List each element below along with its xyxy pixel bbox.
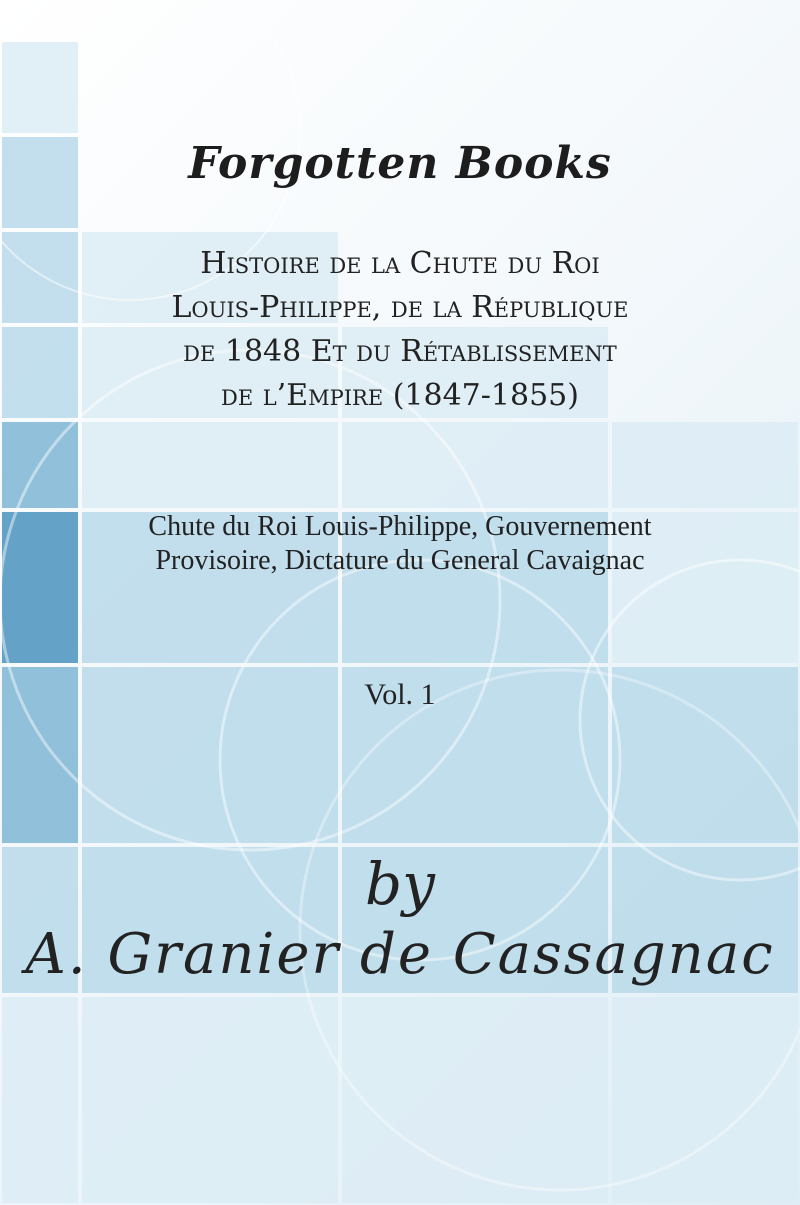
title-line: Histoire de la Chute du Roi xyxy=(200,246,600,281)
book-title xyxy=(40,242,760,418)
subtitle-line: Provisoire, Dictature du General Cavaignac xyxy=(155,545,645,576)
publisher-logo: Forgotten Books xyxy=(188,138,612,189)
by-label: by xyxy=(365,850,435,918)
book-subtitle xyxy=(40,510,760,578)
author-name: A. Granier de Cassagnac xyxy=(25,922,775,987)
volume-label: Vol. 1 xyxy=(364,678,436,711)
subtitle-line: Chute du Roi Louis-Philippe, Gouvernement xyxy=(148,511,652,542)
title-line: de 1848 Et du Rétablissement xyxy=(183,334,617,369)
title-line: Louis-Philippe, de la République xyxy=(171,290,629,325)
title-line: de l’Empire (1847-1855) xyxy=(221,378,579,413)
